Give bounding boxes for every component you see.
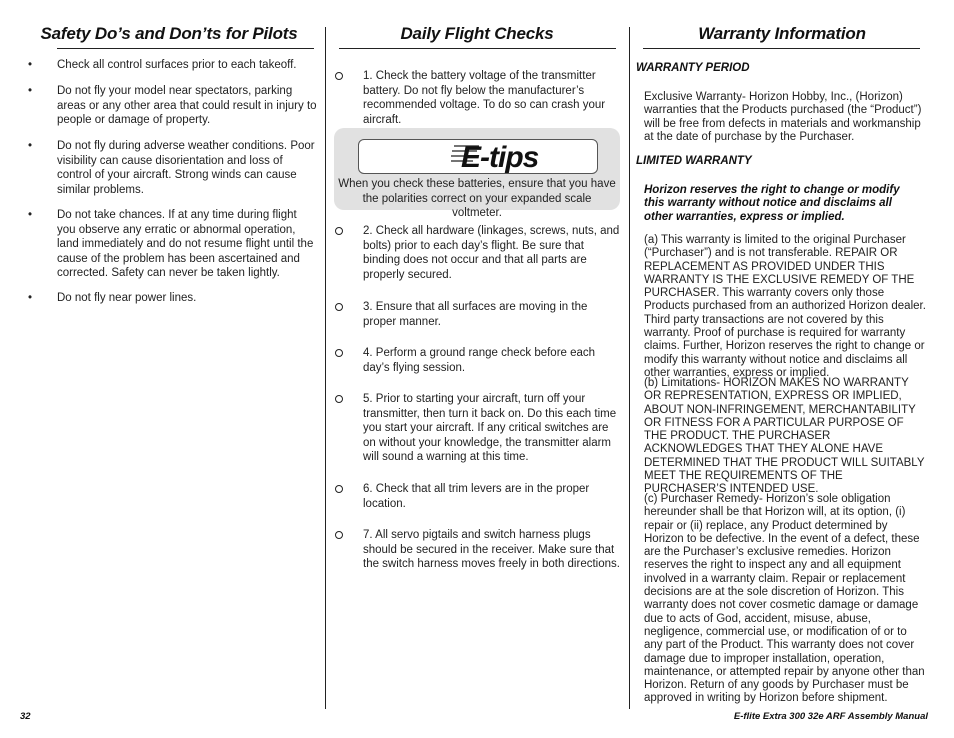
heading-rule <box>57 48 314 49</box>
bullet-text: Do not fly near power lines. <box>57 292 197 304</box>
checklist-text: 2. Check all hardware (linkages, screws, nuts, and bolts) prior to each day’s flight. Be sure that binding does not occur and that all parts are properly secured. <box>363 225 620 281</box>
heading-warranty: Warranty Information <box>698 24 866 43</box>
column-warranty <box>636 0 928 738</box>
heading-safety: Safety Do’s and Don’ts for Pilots <box>40 24 298 43</box>
bullet-text: Do not fly during adverse weather conditions. Poor visibility can cause disorientation and loss of control of your aircraft. Strong winds can cause similar problems. <box>57 140 315 196</box>
warranty-period-text: Exclusive Warranty- Horizon Hobby, Inc., (Horizon) warranties that the Products purchased (the “Product”) will be free from defects in materials and workmanship at the date of purchase by the Purchaser. <box>644 91 922 143</box>
bullet-dot: • <box>28 292 33 304</box>
checklist-text: 5. Prior to starting your aircraft, turn off your transmitter, then turn it back on. Do this each time you start your aircraft. If any critical switches are on without your knowledge, the transmitter alarm will sound a warning at this time. <box>363 393 617 464</box>
checklist-text: 6. Check that all trim levers are in the proper location. <box>363 483 590 510</box>
checkbox-circle-icon <box>335 227 343 235</box>
column-divider <box>325 27 326 709</box>
bullet-text: Do not fly your model near spectators, parking areas or any other area that could result in injury to people or damage of property. <box>57 85 317 127</box>
checkbox-circle-icon <box>335 485 343 493</box>
warranty-para-c: (c) Purchaser Remedy- Horizon’s sole obligation hereunder shall be that Horizon will, at its option, (i) repair or (ii) replace, any Product determined by Horizon to be defective. In the event of a defect, these are the Purchaser’s exclusive remedies. Horizon reserves the right to inspect any and all equipment involved in a warranty claim. Repair or replacement decisions are at the sole discretion of Horizon. This warranty does not cover cosmetic damage or damage due to acts of God, accident, misuse, abuse, negligence, commercial use, or modification of or to any part of the Product. This warranty does not cover damage due to improper installation, operation, maintenance, or attempted repair by anyone other than Horizon. Return of any goods by Purchaser must be approved in writing by Horizon before shipment. <box>644 493 925 705</box>
subheading-limited-warranty: LIMITED WARRANTY <box>636 155 752 167</box>
heading-rule <box>643 48 920 49</box>
page-number: 32 <box>20 711 31 722</box>
subheading-warranty-period: WARRANTY PERIOD <box>636 62 750 74</box>
checkbox-circle-icon <box>335 303 343 311</box>
checklist-text: 1. Check the battery voltage of the transmitter battery. Do not fly below the manufacturer’s recommended voltage. To do so can crash your aircraft. <box>363 70 606 126</box>
etips-text: When you check these batteries, ensure that you have the polarities correct on your expanded scale voltmeter. <box>338 178 616 220</box>
warranty-para-a: (a) This warranty is limited to the original Purchaser (“Purchaser”) and is not transferable. REPAIR OR REPLACEMENT AS PROVIDED UNDER THIS WARRANTY IS THE EXCLUSIVE REMEDY OF THE PURCHASER. This warranty covers only those Products purchased from an authorized Horizon dealer. Third party transactions are not covered by this warranty. Proof of purchase is required for warranty claims. Further, Horizon reserves the right to change or modify this warranty without notice and disclaims all other warranties, express or implied. <box>644 234 926 379</box>
checklist-text: 3. Ensure that all surfaces are moving in the proper manner. <box>363 301 588 328</box>
checkbox-circle-icon <box>335 395 343 403</box>
checkbox-circle-icon <box>335 349 343 357</box>
bullet-text: Check all control surfaces prior to each takeoff. <box>57 59 297 71</box>
column-divider <box>629 27 630 709</box>
warranty-para-b: (b) Limitations- HORIZON MAKES NO WARRANTY OR REPRESENTATION, EXPRESS OR IMPLIED, ABOUT NON-INFRINGEMENT, MERCHANTABILITY OR FITNESS FOR A PARTICULAR PURPOSE OF THE PRODUCT. THE PURCHASER ACKNOWLEDGES THAT THEY ALONE HAVE DETERMINED THAT THE PRODUCT WILL SUITABLY MEET THE REQUIREMENTS OF THE PURCHASER’S INTENDED USE. <box>644 377 925 496</box>
bullet-dot: • <box>28 140 33 152</box>
bullet-dot: • <box>28 85 33 97</box>
column-safety <box>20 0 318 738</box>
heading-daily-checks: Daily Flight Checks <box>400 24 554 43</box>
bullet-text: Do not take chances. If at any time during flight you observe any erratic or abnormal operation, land immediately and do not resume flight until the cause of the problem has been ascertained and corrected. Safety can never be taken lightly. <box>57 209 314 280</box>
etips-logo-text: E-tips <box>461 141 539 174</box>
checklist-text: 7. All servo pigtails and switch harness plugs should be secured in the receiver. Make sure that the switch harness moves freely in both directions. <box>363 529 620 571</box>
checkbox-circle-icon <box>335 531 343 539</box>
checklist-text: 4. Perform a ground range check before each day’s flying session. <box>363 347 596 374</box>
column-daily-checks-rest <box>332 0 622 738</box>
manual-title: E-flite Extra 300 32e ARF Assembly Manual <box>733 711 928 722</box>
warranty-reserve-text: Horizon reserves the right to change or modify this warranty without notice and disclaims all other warranties, express or implied. <box>644 184 900 223</box>
bullet-dot: • <box>28 209 33 221</box>
bullet-dot: • <box>28 59 33 71</box>
